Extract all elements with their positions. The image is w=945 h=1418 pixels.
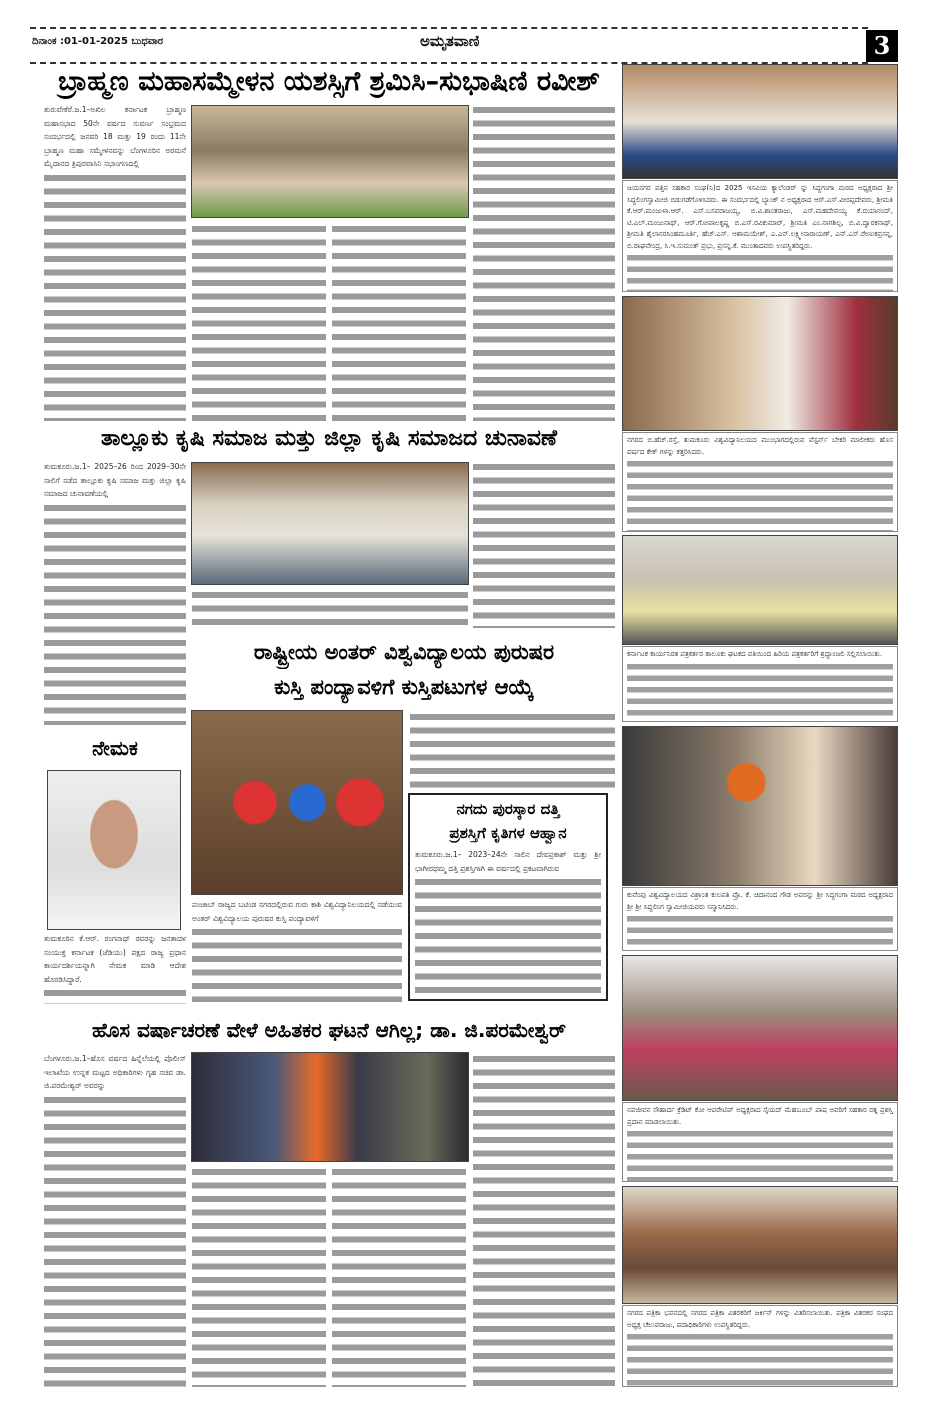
photo-krishi-samaja-members [191,462,469,585]
photo-jerkin-distribution [622,1186,898,1304]
article-body-col2 [192,222,326,422]
photo-journalists-tribute [622,535,898,645]
issue-date: ದಿನಾಂಕ :01-01-2025 ಬುಧವಾರ [32,36,164,47]
masthead: ಅಮೃತವಾಣಿ [420,32,480,50]
photo-wrestlers [191,710,403,895]
article-body-col3 [332,1165,466,1387]
caption-felicitation: ಕುವೆಂಪು ವಿಶ್ವವಿದ್ಯಾಲಯದ ವಿಶ್ರಾಂತ ಕುಲಪತಿ ಪ್ರೊ. ಕೆ. ಚಿದಾನಂದ ಗೌಡ ಅವರನ್ನು ಶ್ರೀ ಸಿದ್ಧಗಂಗಾ ಮಠದ ಅಧ್ಯಕ್ಷರಾದ ಶ್ರೀ ಶ್ರೀ ಸಿದ್ಧಲಿಂಗ ಸ್ವಾಮೀಜಿಯವರು ಸನ್ಮಾನಿಸಿದರು. [622,887,898,951]
photo-calendar-release [622,64,898,179]
article-body-col4 [473,1052,615,1387]
article-body-col3 [332,222,466,422]
notice-headline-line1: ನಗದು ಪುರಸ್ಕಾರ ದತ್ತಿ [456,800,560,818]
caption-jerkin: ನಗರದ ಪತ್ರಿಕಾ ಭವನದಲ್ಲಿ ನಗರದ ಪತ್ರಿಕಾ ವಿತರಕರಿಗೆ ಜರ್ಕಿನ್ ಗಳನ್ನು ವಿತರಿಸಲಾಯಿತು. ಪತ್ರಿಕಾ ವಿತರಕರ ಸಂಘದ ಅಧ್ಯಕ್ಷ ಚೆಲುವರಾಜು, ಪದಾಧಿಕಾರಿಗಳು ಉಪಸ್ಥಿತರಿದ್ದರು. [622,1305,898,1387]
photo-police-meeting [191,1052,469,1162]
caption-award: ನವಜೀವನ ಸೌಹಾರ್ದ ಕ್ರೆಡಿಟ್ ಕೋ ಆಪರೇಟಿವ್ ಅಧ್ಯಕ್ಷರಾದ ಸೈಯದ್ ಮೆಹಬೂಬ್ ಪಾಷ ಅವರಿಗೆ ಸಹಕಾರ ರತ್ನ ಪ್ರಶಸ್ತಿ ಪ್ರದಾನ ಮಾಡಲಾಯಿತು. [622,1102,898,1182]
article-body: ತುರುವೇಕೆರೆ.ಜ.1–ಅಖಿಲ ಕರ್ನಾಟಕ ಬ್ರಾಹ್ಮಣ ಮಹಾಸಭಾದ 50ನೇ ವರ್ಷದ ಸುವರ್ಣ ಸಂಭ್ರಮದ ಸಂದರ್ಭದಲ್ಲಿ ಜನವರಿ 18 ಮತ್ತು 19 ರಂದು 11ನೇ ಬ್ರಾಹ್ಮಣ ಮಹಾ ಸಮ್ಮೇಳನವನ್ನು ಬೆಂಗಳೂರಿನ ಅರಮನೆ ಮೈದಾನದ ತ್ರಿಪುರವಾಸಿನಿ ಸಭಾಂಗಣದಲ್ಲಿ [44,103,186,421]
caption-bakery: ನಗರದ ಬಿ.ಹೆಚ್.ರಸ್ತೆ, ತುಮಕೂರು ವಿಶ್ವವಿದ್ಯಾನಿಲಯದ ಮುಂಭಾಗದಲ್ಲಿರುವ ವೆಸ್ಟರ್ನ್ ಬೇಕರಿ ಮಾಲೀಕರು ಹೊಸ ವರ್ಷದ ಕೇಕ್ ಗಳನ್ನು ಕತ್ತರಿಸಿದರು. [622,432,898,532]
article-body: ತುಮಕೂರು.ಜ.1– 2025–26 ರಿಂದ 2029–30ನೇ ಸಾಲಿಗೆ ನಡೆದ ತಾಲ್ಲೂಕು ಕೃಷಿ ಸಮಾಜ ಮತ್ತು ಜಿಲ್ಲಾ ಕೃಷಿ ಸಮಾಜದ ಚುನಾವಣೆಯಲ್ಲಿ [44,460,186,725]
article-body-col2 [410,710,615,790]
article-body-col3 [473,460,615,628]
headline-wrestling-line2: ಕುಸ್ತಿ ಪಂದ್ಯಾವಳಿಗೆ ಕುಸ್ತಿಪಟುಗಳ ಆಯ್ಕೆ [274,675,534,699]
headline-brahmana-sammelana: ಬ್ರಾಹ್ಮಣ ಮಹಾಸಮ್ಮೇಳನ ಯಶಸ್ಸಿಗೆ ಶ್ರಮಿಸಿ–ಸುಭಾಷಿಣಿ ರವೀಶ್ [58,66,600,97]
photo-swamiji-felicitation [622,726,898,886]
article-body: ಪಂಜಾಬ್ ರಾಜ್ಯದ ಬಟಿಂಡ ನಗರದಲ್ಲಿರುವ ಗುರು ಕಾಶಿ ವಿಶ್ವವಿದ್ಯಾನಿಲಯದಲ್ಲಿ ನಡೆಯುವ ಅಂತರ್ ವಿಶ್ವವಿದ್ಯಾಲಯ ಪುರುಷರ ಕುಸ್ತಿ ಪಂದ್ಯಾವಳಿಗೆ [192,898,402,1002]
headline-new-year: ಹೊಸ ವರ್ಷಾಚರಣೆ ವೇಳೆ ಅಹಿತಕರ ಘಟನೆ ಆಗಿಲ್ಲ; ಡಾ. ಜಿ.ಪರಮೇಶ್ವರ್ [91,1018,567,1042]
page-number: 3 [866,30,898,62]
article-body-col2 [192,1165,326,1387]
caption-journalists: ಕರ್ನಾಟಕ ಕಾರ್ಯನಿರತ ಪತ್ರಕರ್ತರ ತಾಲೂಕು ಘಟಕದ ವತಿಯಿಂದ ಹಿರಿಯ ಪತ್ರಕರ್ತರಿಗೆ ಶ್ರದ್ಧಾಂಜಲಿ ಸಲ್ಲಿಸಲಾಯಿತು. [622,646,898,722]
photo-portrait-rangnath [47,770,181,930]
notice-body: ತುಮಕೂರು.ಜ.1– 2023–24ನೇ ಸಾಲಿನ ದೇವಪ್ರಕಾಶ್ ಮತ್ತು ಶ್ರೀ ಭಾಗೀರಥಮ್ಮ ದತ್ತಿ ಪ್ರಶಸ್ತಿಗಾಗಿ ಈ ವರ್ಷದಲ್ಲಿ ಪ್ರಕಟವಾಗಿರುವ [415,848,601,998]
article-body: ತುಮಕೂರಿನ ಕೆ.ಆರ್. ರಂಗನಾಥ್ ರವರನ್ನು ಜನತಾದಳ ಸಂಯುಕ್ತ ಕರ್ನಾಟಕ (ಜೆಡಿಯು) ಪಕ್ಷದ ರಾಜ್ಯ ಪ್ರಧಾನ ಕಾರ್ಯದರ್ಶಿಯನ್ನಾಗಿ ನೇಮಕ ಮಾಡಿ ಆದೇಶ ಹೊರಡಿಸಿದ್ದಾರೆ. [44,932,186,1004]
notice-box-award [408,793,608,1001]
article-body-col4 [473,103,615,421]
photo-bakery-cake [622,296,898,431]
headline-nemaka: ನೇಮಕ [92,736,138,760]
article-body: ಬೆಂಗಳೂರು.ಜ.1–ಹೊಸ ವರ್ಷದ ಹಿನ್ನೆಲೆಯಲ್ಲಿ ಪೊಲೀಸ್ ಇಲಾಖೆಯ ಉನ್ನತ ಮಟ್ಟದ ಅಧಿಕಾರಿಗಳು ಗೃಹ ಸಚಿವ ಡಾ. ಜಿ.ಪರಮೇಶ್ವರ್ ಅವರನ್ನು [44,1052,186,1387]
photo-sahakara-ratna-award [622,955,898,1101]
headline-wrestling-line1: ರಾಷ್ಟ್ರೀಯ ಅಂತರ್ ವಿಶ್ವವಿದ್ಯಾಲಯ ಪುರುಷರ [253,640,555,664]
headline-krishi-samaja: ತಾಲ್ಲೂಕು ಕೃಷಿ ಸಮಾಜ ಮತ್ತು ಜಿಲ್ಲಾ ಕೃಷಿ ಸಮಾಜದ ಚುನಾವಣೆ [100,426,558,451]
notice-headline-line2: ಪ್ರಶಸ್ತಿಗೆ ಕೃತಿಗಳ ಆಹ್ವಾನ [449,824,567,842]
header-rule-top [30,27,868,29]
article-body-col2 [192,588,468,628]
photo-sammelana-meeting [191,105,469,218]
caption-calendar-release: ಜಯನಗರ ಪತ್ತಿನ ಸಹಕಾರ ಸಂಘ(ನಿ)ದ 2025 ಇಸವಿಯ ಕ್ಯಾಲೆಂಡರ್ ನ್ನು ಸಿದ್ಧಗಂಗಾ ಮಠದ ಅಧ್ಯಕ್ಷರಾದ ಶ್ರೀ ಸಿದ್ಧಲಿಂಗಸ್ವಾಮೀಜಿ ಬಿಡುಗಡೆಗೊಳಿಸಿದರು. ಈ ಸಂದರ್ಭದಲ್ಲಿ ಬ್ಯಾಂಕ್ ನ ಅಧ್ಯಕ್ಷರಾದ ಆರ್.ಎಸ್.ವೀರಪ್ಪದೇವರು, ಶ್ರೀಮತಿ ಕೆ.ಆರ್.ಮಂಜುಳಾ.ಆರ್. ಎಸ್.ಬಸವರಾಜಯ್ಯ, ಬಿ.ವಿ.ಶಾಂತರಾಜು, ಎಸ್.ಮಹದೇವಯ್ಯ ಕೆ.ದಯಾನಂದ್, ಟಿ.ಎಲ್.ಮಂಜುನಾಥ್, ಆರ್.ಗೋಪಾಲಕೃಷ್ಣ ಬಿ.ಎಸ್.ರವಿಕುಮಾರ್, ಶ್ರೀಮತಿ ಎಂ.ನಾಗಶಿಲ್ಪ, ಬಿ.ವಿ.ದ್ವಾರಕನಾಥ್, ಶ್ರೀಮತಿ ಶೈಲಾನರಸಿಂಹಮೂರ್ತಿ, ಹೆಚ್.ಎಸ್. ಆಶಾಮಯೇಶ್, ಎ.ಎನ್.ಲಕ್ಷ್ಮೀನಾರಾಯಣ್, ಎನ್.ಎಸ್.ರೇಣುಕಪ್ರಸನ್ನ, ಬಿ.ರಾಘವೇಂದ್ರ, ಸಿ.ಇ.ಸುಮಂತ್ ಪ್ರಭು, ಪ್ರಸನ್ನ.ಕೆ. ಮುಂತಾದವರು ಉಪಸ್ಥಿತರಿದ್ದರು. [622,180,898,292]
